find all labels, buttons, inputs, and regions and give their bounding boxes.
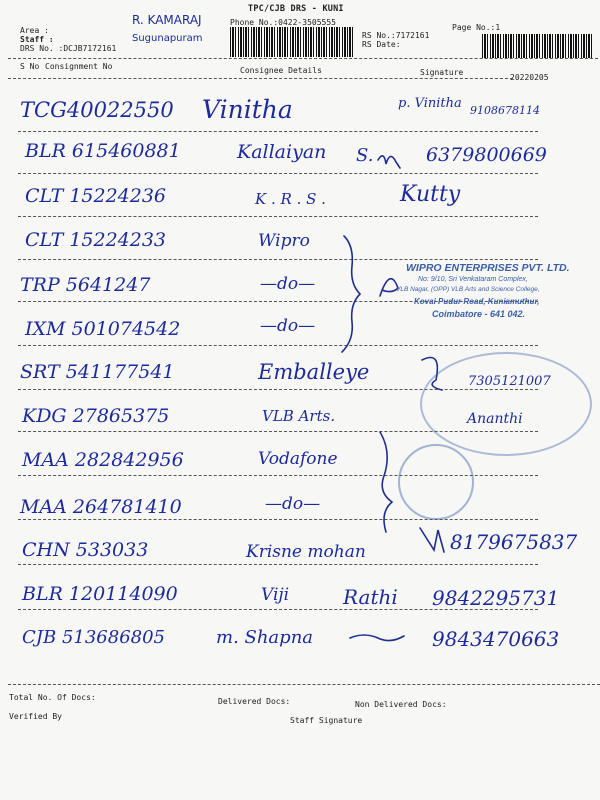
consignee-name: —do— — [260, 316, 316, 336]
vodafone-bracket — [380, 432, 392, 532]
phone-number: 9843470663 — [432, 627, 560, 651]
non-delivered-docs: Non Delivered Docs: — [355, 700, 447, 709]
col-sno: S No — [20, 62, 40, 71]
page-number: Page No.:1 — [452, 23, 501, 32]
stamp-address-line: Kovai Pudur Road, Kuniamuthur, — [414, 297, 540, 306]
stamp-address-line: VLB Nagar, (OPP) VLB Arts and Science College, — [396, 286, 540, 293]
wipro-bracket — [342, 236, 360, 352]
consignee-name: Viji — [261, 585, 290, 605]
consignment-number: KDG 27865375 — [22, 405, 170, 427]
rs-number: RS No.:7172161 — [362, 31, 430, 40]
col-signature: Signature — [420, 68, 464, 77]
staff-label: Staff : — [20, 35, 54, 44]
company-stamp — [392, 262, 600, 328]
footer-divider — [8, 684, 600, 685]
consignee-name: Kallaiyan — [237, 141, 327, 163]
drs-number: DRS No. :DCJB7172161 — [20, 44, 117, 53]
stamp-address-line: Coimbatore - 641 042. — [432, 309, 526, 319]
consignee-name: VLB Arts. — [262, 407, 336, 425]
consignee-name: Vodafone — [258, 449, 338, 469]
consignee-name: Krisne mohan — [246, 542, 366, 562]
signature: Rathi — [343, 585, 398, 609]
consignee-name: Emballeye — [258, 360, 370, 384]
signature-scribble-4 — [420, 528, 444, 552]
area-label: Area : — [20, 26, 49, 35]
staff-signature: Staff Signature — [290, 716, 363, 725]
date-code: 20220205 — [510, 73, 549, 82]
consignment-number: BLR 120114090 — [22, 583, 178, 605]
consignee-name: K . R . S . — [255, 190, 326, 208]
consignment-number: CLT 15224236 — [25, 185, 167, 207]
consignee-name: Wipro — [258, 231, 310, 251]
consignment-number: MAA 282842956 — [22, 449, 184, 471]
total-docs: Total No. Of Docs: — [9, 693, 96, 702]
delivered-docs: Delivered Docs: — [218, 697, 291, 706]
handwritten-staff-name: R. KAMARAJ — [132, 13, 202, 27]
consignment-number: CHN 533033 — [22, 539, 149, 561]
handwritten-area: Sugunapuram — [132, 33, 203, 44]
consignee-name: Vinitha — [202, 95, 293, 124]
verified-by: Verified By — [9, 712, 62, 721]
consignment-number: CJB 513686805 — [22, 627, 166, 648]
header-title: TPC/CJB DRS - KUNI — [248, 4, 344, 14]
signature-scribble-5 — [350, 635, 404, 641]
consignee-name: —do— — [265, 494, 321, 514]
consignment-number: SRT 541177541 — [20, 361, 175, 383]
stamp-address-line: No: 9/10, Sri Venkataram Complex, — [418, 276, 528, 283]
signature: Ananthi — [467, 411, 523, 427]
consignment-number: CLT 15224233 — [25, 229, 167, 251]
rs-date: RS Date: — [362, 40, 401, 49]
consignee-name: m. Shapna — [216, 627, 314, 648]
signature: Kutty — [400, 182, 461, 207]
seal-stamp — [398, 444, 474, 520]
consignee-name: —do— — [260, 274, 316, 294]
stamp-company-name: WIPRO ENTERPRISES PVT. LTD. — [406, 262, 570, 274]
consignment-number: BLR 615460881 — [25, 140, 181, 162]
seal-stamp — [420, 352, 592, 456]
signature: p. Vinitha — [398, 96, 462, 111]
signature: S. — [356, 145, 374, 166]
phone-number: Phone No.:0422-3505555 — [230, 18, 336, 27]
col-consignment: Consignment No — [45, 62, 113, 71]
consignment-number: TRP 5641247 — [20, 274, 151, 296]
col-consignee: Consignee Details — [240, 66, 322, 75]
consignment-number: IXM 501074542 — [25, 318, 181, 340]
phone-number: 6379800669 — [426, 144, 547, 166]
consignment-number: TCG40022550 — [20, 98, 174, 122]
phone-number: 9108678114 — [470, 104, 540, 117]
phone-number: 7305121007 — [468, 374, 551, 389]
phone-number: 9842295731 — [432, 586, 560, 610]
signature-scribble-1 — [378, 156, 400, 168]
phone-number: 8179675837 — [450, 530, 578, 554]
consignment-number: MAA 264781410 — [20, 496, 182, 518]
